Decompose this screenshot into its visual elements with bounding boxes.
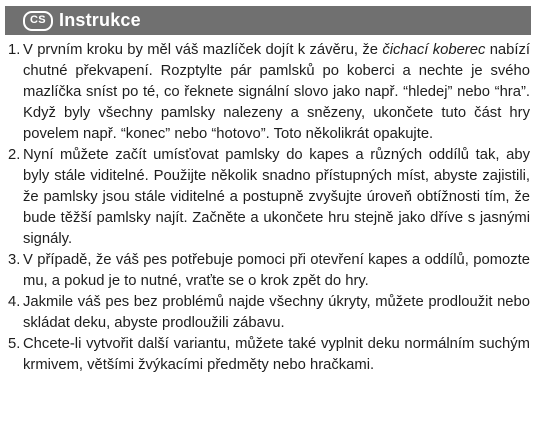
step-text: V případě, že váš pes potřebuje pomoci při otevření kapes a oddílů, pomozte mu, a pokud je to nutné, vraťte se o krok zpět do hry. bbox=[23, 252, 530, 289]
instruction-step-5 bbox=[0, 334, 530, 376]
step-number: 2. bbox=[8, 147, 21, 163]
step-text bbox=[23, 40, 530, 145]
instruction-step-4 bbox=[0, 292, 530, 334]
step-text-part: V prvním kroku by měl váš mazlíček dojít k závěru, že bbox=[23, 42, 383, 58]
step-number: 3. bbox=[8, 252, 21, 268]
step-text: Jakmile váš pes bez problémů najde všechny úkryty, můžete prodloužit nebo skládat deku, abyste prodloužili zábavu. bbox=[23, 294, 530, 331]
instruction-step-2 bbox=[0, 145, 530, 250]
step-text: Chcete-li vytvořit další variantu, můžete také vyplnit deku normálním suchým krmivem, většími žvýkacími předměty nebo hračkami. bbox=[23, 336, 530, 373]
instruction-step-3 bbox=[0, 250, 530, 292]
step-text-emphasis: čichací koberec bbox=[382, 42, 486, 58]
section-title: Instrukce bbox=[59, 10, 141, 30]
section-header bbox=[5, 6, 531, 35]
step-number: 1. bbox=[8, 42, 21, 58]
step-number: 5. bbox=[8, 336, 21, 352]
language-badge: CS bbox=[23, 11, 53, 31]
step-text-part: nabízí chutné překvapení. Rozptylte pár pamlsků po koberci a nechte je svého mazlíčka sníst po té, co řeknete signální slovo jako např. “hledej” nebo “hra”. Když byly všechny pamlsky nalezeny a snězeny, ukončete tuto část hry povelem např. “konec” nebo “hotovo”. Toto několikrát opakujte. bbox=[23, 42, 531, 142]
instruction-step-1 bbox=[0, 40, 530, 145]
step-text: Nyní můžete začít umísťovat pamlsky do kapes a různých oddílů tak, aby byly stále viditelné. Použijte několik snadno přístupných míst, abyste zajistili, že pamlsky jsou stále viditelné a postupně zvyšujte úroveň obtížnosti tím, že bude těžší pamlsky najít. Začněte a ukončete hru stejně jako dříve s jasnými signály. bbox=[23, 147, 530, 247]
step-number: 4. bbox=[8, 294, 21, 310]
instruction-list bbox=[0, 40, 530, 376]
